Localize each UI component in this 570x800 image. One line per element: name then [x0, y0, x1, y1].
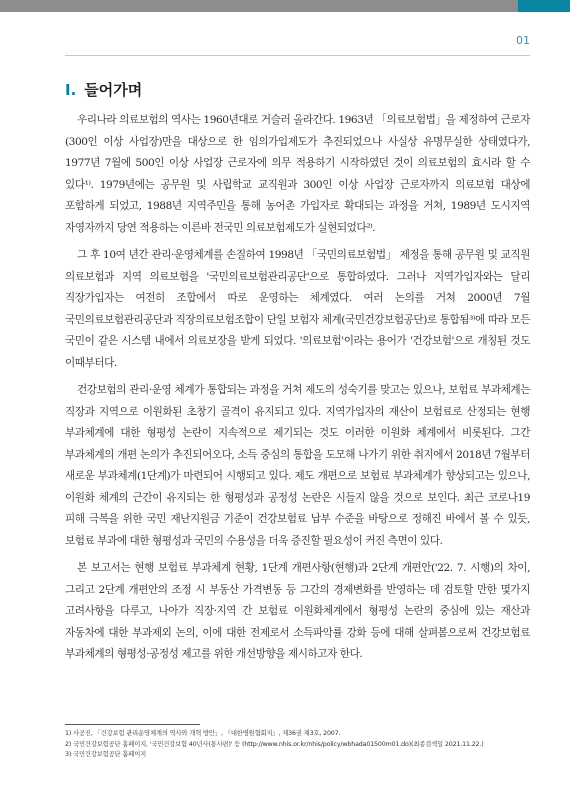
page-number: 01: [516, 34, 530, 47]
header-divider: [65, 55, 530, 56]
paragraph-1: 우리나라 의료보험의 역사는 1960년대로 거슬러 올라간다. 1963년 「의료보험법」을 제정하여 근로자(300인 이상 사업장)만을 대상으로 한 임의가입제도가 추진되었으나 사실상 유명무실한 상태였다가, 1977년 7월에 500인 이상 사업장 근로자에 의무 적용하기 시작하였던 것이 의료보험의 효시라 할 수 있다¹⁾. 1979년에는 공무원 및 사립학교 교직원과 300인 이상 사업장 근로자까지 의료보험 대상에 포함하게 되었고, 1988년 지역주민을 통해 농어촌 가입자로 확대되는 과정을 거쳐, 1989년 도시지역 자영자까지 당연 적용하는 이른바 전국민 의료보험제도가 실현되었다²⁾.: [65, 114, 530, 234]
section-title: 들어가며: [84, 81, 143, 99]
body-text: [65, 110, 530, 672]
top-band-gray: [0, 0, 518, 12]
footnote-divider: [65, 724, 200, 725]
top-band-teal: [518, 0, 570, 12]
section-number: Ⅰ.: [65, 81, 77, 99]
paragraph-4: 본 보고서는 현행 보험료 부과체계 현황, 1단계 개편사항(현행)과 2단계 개편안('22. 7. 시행)의 차이, 그리고 2단계 개편안의 조정 시 부동산 가격변동 등 그간의 경제변화를 반영하는 데 검토할 만한 몇가지 고려사항을 다루고, 나아가 직장·지역 간 보험료 이원화체계에서 형평성 논란의 중심에 있는 재산과 자동차에 대한 부과제외 논의, 이에 대한 전제로서 소득파악률 강화 등에 대해 살펴봄으로써 건강보험료 부과체계의 형평성·공정성 제고를 위한 개선방향을 제시하고자 한다.: [65, 562, 530, 660]
section-heading: [65, 79, 142, 100]
footnote-1: 1) 사공진, 「건강보험 관리운영체계의 역사와 개혁 방안」, 『대한병원협회지』, 제36권 제3호, 2007.: [65, 730, 341, 737]
footnote-3: 3) 국민건강보험공단 홈페이지: [65, 751, 147, 758]
paragraph-2: 그 후 10여 년간 관리·운영체계를 손질하여 1998년 「국민의료보험법」 제정을 통해 공무원 및 교직원 의료보험과 지역 의료보험을 '국민의료보험관리공단'으로 통합하였다. 그러나 지역가입자와는 달리 직장가입자는 여전히 조합에서 따로 운영하는 체계였다. 여러 논의를 거쳐 2000년 7월 국민의료보험관리공단과 직장의료보험조합이 단일 보험자 체계(국민건강보험공단)로 통합됨³⁾에 따라 모든 국민이 같은 시스템 내에서 의료보장을 받게 되었다. '의료보험'이라는 용어가 '건강보험'으로 개칭된 것도 이때부터다.: [65, 249, 530, 369]
paragraph-3: 건강보험의 관리·운영 체계가 통합되는 과정을 거쳐 제도의 성숙기를 맞고는 있으나, 보험료 부과체계는 직장과 지역으로 이원화된 초창기 골격이 유지되고 있다. 지역가입자의 재산이 보험료로 산정되는 현행 부과체계에 대한 형평성 논란이 지속적으로 제기되는 것도 이러한 이원화 체계에서 비롯된다. 그간 부과체계의 개편 논의가 추진되어오다, 소득 중심의 통합을 도모해 나가기 위한 취지에서 2018년 7월부터 새로운 부과체계(1단계)가 마련되어 시행되고 있다. 제도 개편으로 보험료 부과체계가 향상되고는 있으나, 이원화 체계의 근간이 유지되는 한 형평성과 공정성 논란은 시들지 않을 것으로 보인다. 최근 코로나19 피해 극복을 위한 국민 재난지원금 기준이 건강보험료 납부 수준을 바탕으로 정해진 바에서 볼 수 있듯, 보험료 부과에 대한 형평성과 국민의 수용성을 더욱 증진할 필요성이 커진 측면이 있다.: [65, 384, 530, 547]
footnote-2: 2) 국민건강보험공단 홈페이지, '국민건강보험 40년사(통사편)' 등 (http://www.nhis.or.kr/nhis/policy/wbhada01500m01.do)(최종검색일 2021.11.22.): [65, 740, 484, 748]
footnotes: [65, 729, 535, 761]
top-color-band: [0, 0, 570, 12]
